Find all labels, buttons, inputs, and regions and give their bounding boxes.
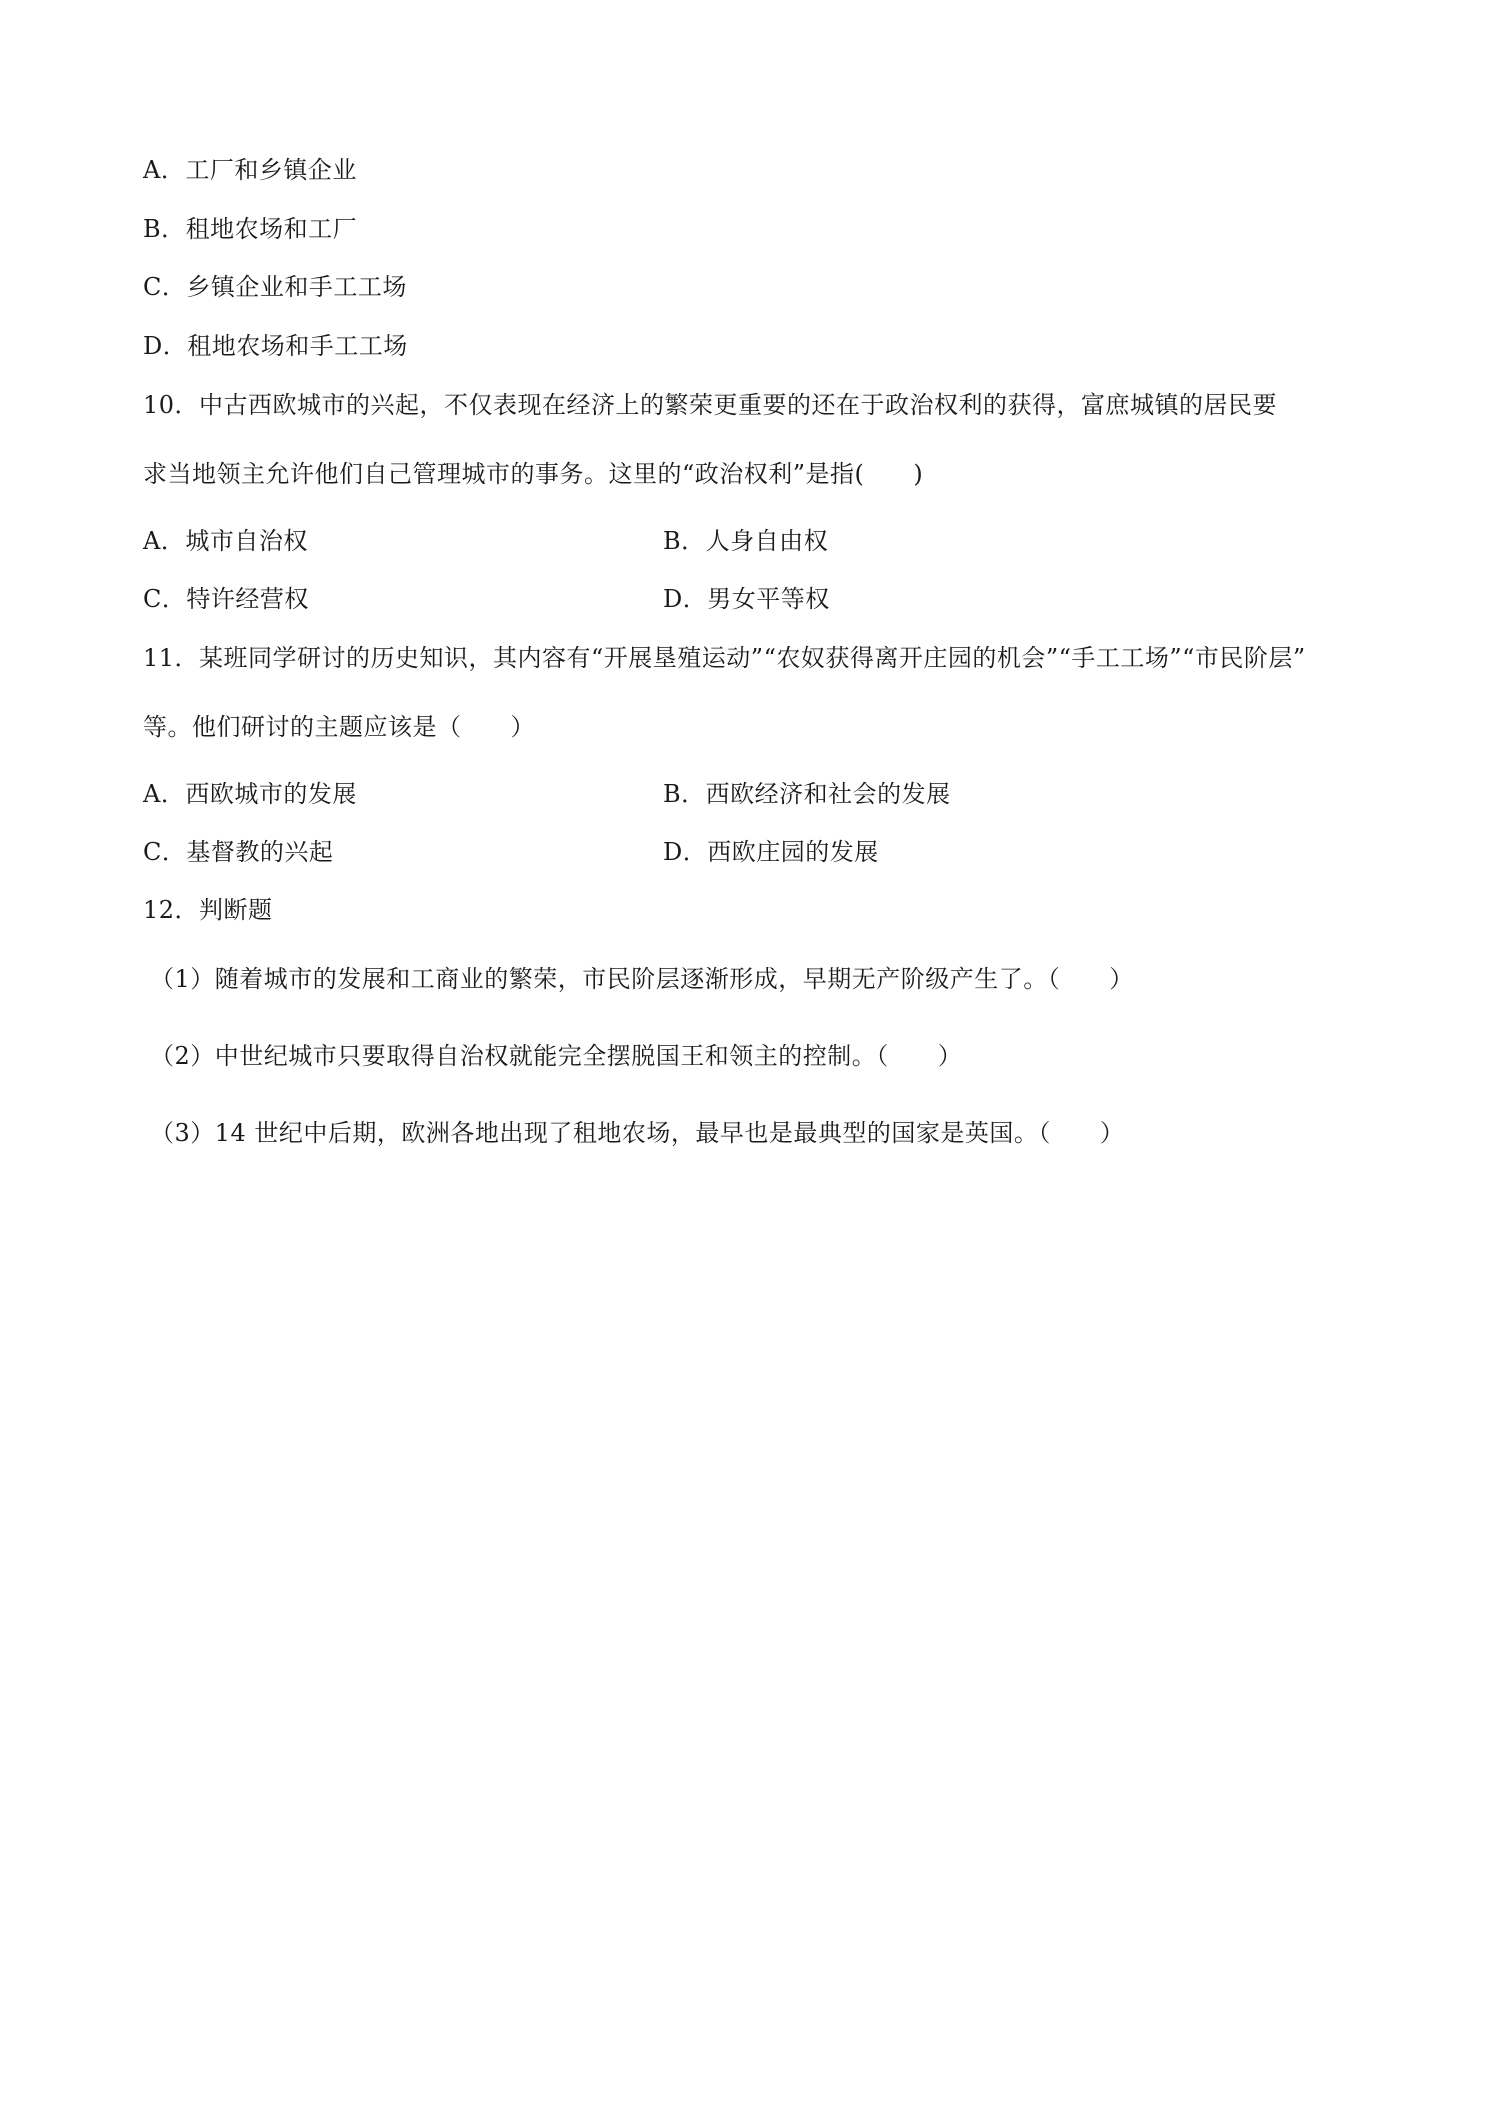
q12-item-3: （3）14 世纪中后期，欧洲各地出现了租地农场，最早也是最典型的国家是英国。（ ）	[150, 1119, 1125, 1147]
q11-option-a: A．西欧城市的发展	[143, 780, 357, 808]
q11-stem-line1: 11．某班同学研讨的历史知识，其内容有“开展垦殖运动”“农奴获得离开庄园的机会”“手工工场”“市民阶层”	[143, 644, 1306, 672]
q12-item-2: （2）中世纪城市只要取得自治权就能完全摆脱国王和领主的控制。（ ）	[150, 1042, 963, 1070]
q10-option-d: D．男女平等权	[663, 585, 830, 613]
q11-option-d: D．西欧庄园的发展	[663, 838, 879, 866]
q9-option-d: D．租地农场和手工工场	[143, 332, 408, 360]
q10-option-a: A．城市自治权	[143, 527, 308, 555]
q10-option-c: C．特许经营权	[143, 585, 309, 613]
q11-option-b: B．西欧经济和社会的发展	[663, 780, 951, 808]
q11-option-c: C．基督教的兴起	[143, 838, 334, 866]
q11-stem-line2: 等。他们研讨的主题应该是（ ）	[143, 713, 535, 741]
q12-item-1: （1）随着城市的发展和工商业的繁荣，市民阶层逐渐形成，早期无产阶级产生了。（ ）	[150, 965, 1134, 993]
q12-stem: 12．判断题	[143, 896, 273, 924]
q10-stem-line2: 求当地领主允许他们自己管理城市的事务。这里的“政治权利”是指( )	[143, 460, 924, 488]
q9-option-b: B．租地农场和工厂	[143, 215, 358, 243]
q10-stem-line1: 10．中古西欧城市的兴起，不仅表现在经济上的繁荣更重要的还在于政治权利的获得，富庶城镇的居民要	[143, 391, 1278, 419]
q9-option-a: A．工厂和乡镇企业	[143, 156, 357, 184]
q10-option-b: B．人身自由权	[663, 527, 829, 555]
q9-option-c: C．乡镇企业和手工工场	[143, 273, 407, 301]
